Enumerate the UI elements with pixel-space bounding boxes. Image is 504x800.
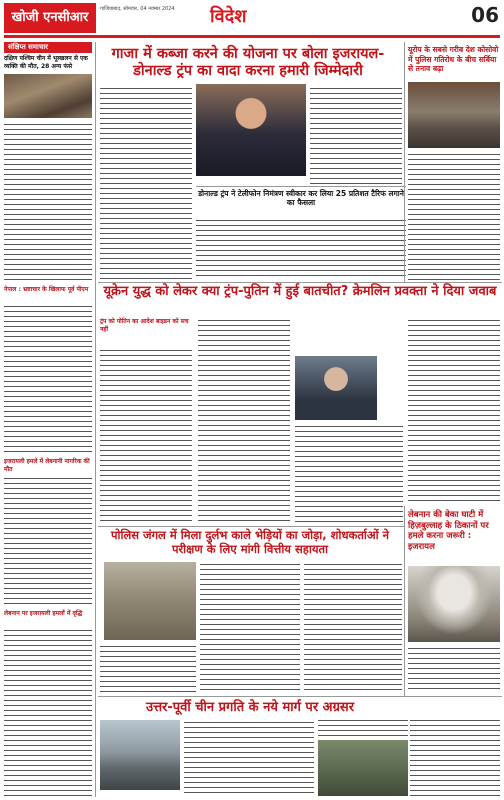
landslide-photo — [4, 74, 92, 118]
brief-body-2 — [4, 304, 92, 454]
page-number: 06 — [471, 3, 499, 27]
brief-headline-1: दक्षिण पश्चिम चीन में भूस्खलन से एक व्यक्ति की मौत, 28 अन्य फंसे — [4, 55, 88, 70]
industry-photo — [318, 740, 408, 796]
ukraine-body-col2 — [198, 318, 290, 524]
brief-headline-2: नेपाल : भ्रष्टाचार के खिलाफ पूर्व पीएम — [4, 286, 89, 293]
northeast-china-headline: उत्तर-पूर्वी चीन प्रगति के नये मार्ग पर अग्रसर — [145, 700, 355, 715]
lebanon-headline: लेबनान की बेका घाटी में हिज़बुल्लाह के ठिकानों पर हमले करना जरूरी : इजरायल — [408, 510, 489, 552]
main-body-col1 — [100, 86, 192, 280]
brief-headline-3: इजरायली हमले में लेबनानी नागरिक की मौत — [4, 458, 90, 473]
section-rule — [98, 526, 404, 527]
ukraine-body-col1 — [100, 348, 192, 524]
kosovo-headline: यूरोप के सबसे गरीब देश कोसोवो में पुलिस गतिरोध के बीच सर्बिया से तनाव बढ़ा — [408, 45, 499, 73]
kosovo-body — [408, 152, 500, 280]
main-body-col3 — [310, 86, 402, 184]
brief-news-header: संक्षिप्त समाचार — [4, 42, 92, 53]
brief-headline-4: लेबनान पर इजरायली हमलों में वृद्धि — [4, 610, 83, 617]
china-body-col1 — [184, 720, 314, 796]
section-rule — [98, 282, 502, 283]
main-subbox-header: डोनाल्ड ट्रंप ने टेलीफोन निमंत्रण स्वीकार कर लिया 25 प्रतिशत टैरिफ लगाने का फैसला — [196, 186, 406, 216]
column-divider — [404, 42, 405, 282]
lebanon-body — [408, 646, 500, 692]
brief-body-3 — [4, 476, 92, 606]
left-column — [4, 42, 92, 797]
kosovo-photo — [408, 82, 500, 148]
netanyahu-photo — [196, 84, 306, 176]
ukraine-headline: यूक्रेन युद्ध को लेकर क्या ट्रंप-पुतिन में हुई बातचीत? क्रेमलिन प्रवक्ता ने दिया जवाब — [103, 284, 497, 299]
airstrike-smoke-photo — [408, 566, 500, 642]
main-headline: गाजा में कब्जा करने की योजना पर बोला इजरायल- डोनाल्ड ट्रंप का वादा करना हमारी जिम्मेदारी — [111, 46, 385, 79]
high-speed-train-photo — [100, 720, 180, 790]
kremlin-spokesman-photo — [295, 356, 377, 420]
masthead-rule — [4, 35, 500, 38]
ukraine-subhead: ट्रंप को पोतिन का आदेश बाइडन को सच नहीं — [100, 318, 189, 333]
masthead — [0, 0, 504, 42]
black-wolves-photo — [104, 562, 196, 640]
ukraine-body-col3 — [295, 424, 403, 524]
brief-body-4 — [4, 628, 92, 796]
wolves-body-col3 — [304, 562, 402, 692]
china-body-col3 — [410, 718, 500, 796]
main-subbox-body — [196, 218, 406, 280]
china-body-col2 — [318, 718, 408, 738]
wolves-body-col2 — [200, 562, 300, 692]
wolves-body-col1 — [100, 644, 196, 692]
section-title: विदेश — [210, 6, 247, 27]
wolves-headline: पोलिस जंगल में मिला दुर्लभ काले भेड़ियों का जोड़ा, शोधकर्ताओं ने परीक्षण के लिए मांगी वित्तीय सहायता — [110, 528, 390, 556]
column-divider — [95, 42, 96, 797]
brand-logo: खोजी एनसीआर — [4, 3, 96, 33]
section-rule — [98, 696, 502, 697]
brief-body-1 — [4, 122, 92, 282]
column-divider — [404, 506, 405, 696]
masthead-info: गाजियाबाद, सोमवार, 04 नवम्बर 2024 — [100, 6, 175, 12]
ukraine-body-col4 — [408, 318, 500, 504]
